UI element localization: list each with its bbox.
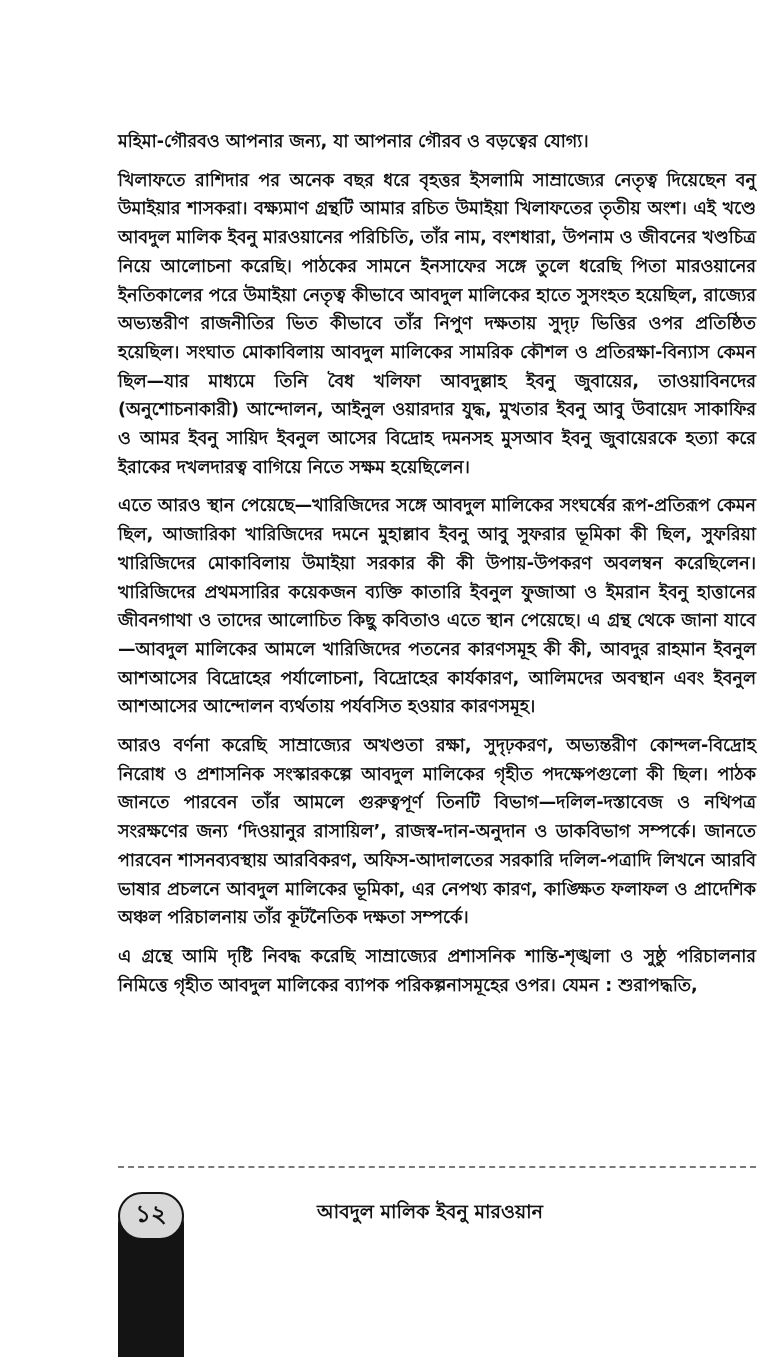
paragraph-5: এ গ্রন্থে আমি দৃষ্টি নিবদ্ধ করেছি সাম্রাজ্যের প্রশাসনিক শান্তি-শৃঙ্খলা ও সুষ্ঠু পরিচালনার নিমিত্তে গৃহীত আবদুল মালিকের ব্যাপক পরিকল্পনাসমূহের ওপর। যেমন : শুরাপদ্ধতি, xyxy=(118,946,756,996)
footer-divider xyxy=(118,1166,756,1168)
page-number: ১২ xyxy=(118,1192,184,1240)
paragraph-4: আরও বর্ণনা করেছি সাম্রাজ্যের অখণ্ডতা রক্ষা, সুদৃঢ়করণ, অভ্যন্তরীণ কোন্দল-বিদ্রোহ নিরোধ ও প্রশাসনিক সংস্কারকল্পে আবদুল মালিকের গৃহীত পদক্ষেপগুলো কী ছিল। পাঠক জানতে পারবেন তাঁর আমলে গুরুত্বপূর্ণ তিনটি বিভাগ—দলিল-দস্তাবেজ ও নথিপত্র সংরক্ষণের জন্য ‘দিওয়ানুর রাসায়িল’, রাজস্ব-দান-অনুদান ও ডাকবিভাগ সম্পর্কে। জানতে পারবেন শাসনব্যবস্থায় আরবিকরণ, অফিস-আদালতের সরকারি দলিল-পত্রাদি লিখনে আরবি ভাষার প্রচলনে আবদুল মালিকের ভূমিকা, এর নেপথ্য কারণ, কাঙ্ক্ষিত ফলাফল ও প্রাদেশিক অঞ্চল পরিচালনায় তাঁর কূটনৈতিক দক্ষতা সম্পর্কে। xyxy=(118,736,756,929)
paragraph-2: খিলাফতে রাশিদার পর অনেক বছর ধরে বৃহত্তর ইসলামি সাম্রাজ্যের নেতৃত্ব দিয়েছেন বনু উমাইয়ার শাসকরা। বক্ষ্যমাণ গ্রন্থটি আমার রচিত উমাইয়া খিলাফতের তৃতীয় অংশ। এই খণ্ডে আবদুল মালিক ইবনু মারওয়ানের পরিচিতি, তাঁর নাম, বংশধারা, উপনাম ও জীবনের খণ্ডচিত্র নিয়ে আলোচনা করেছি। পাঠকের সামনে ইনসাফের সঙ্গে তুলে ধরেছি পিতা মারওয়ানের ইনতিকালের পরে উমাইয়া নেতৃত্ব কীভাবে আবদুল মালিকের হাতে সুসংহত হয়েছিল, রাজ্যের অভ্যন্তরীণ রাজনীতির ভিত কীভাবে তাঁর নিপুণ দক্ষতায় সুদৃঢ় ভিত্তির ওপর প্রতিষ্ঠিত হয়েছিল। সংঘাত মোকাবিলায় আবদুল মালিকের সামরিক কৌশল ও প্রতিরক্ষা-বিন্যাস কেমন ছিল—যার মাধ্যমে তিনি বৈধ খলিফা আবদুল্লাহ ইবনু জুবায়ের, তাওয়াবিনদের (অনুশোচনাকারী) আন্দোলন, আইনুল ওয়ারদার যুদ্ধ, মুখতার ইবনু আবু উবায়েদ সাকাফির ও আমর ইবনু সায়িদ ইবনুল আসের বিদ্রোহ দমনসহ মুসআব ইবনু জুবায়েরকে হত্যা করে ইরাকের দখলদারত্ব বাগিয়ে নিতে সক্ষম হয়েছিলেন। xyxy=(118,170,756,478)
page-body xyxy=(118,128,756,1010)
paragraph-1: মহিমা-গৌরবও আপনার জন্য, যা আপনার গৌরব ও বড়ত্বের যোগ্য। xyxy=(118,132,589,152)
paragraph-3: এতে আরও স্থান পেয়েছে—খারিজিদের সঙ্গে আবদুল মালিকের সংঘর্ষের রূপ-প্রতিরূপ কেমন ছিল, আজারিকা খারিজিদের দমনে মুহাল্লাব ইবনু আবু সুফরার ভূমিকা কী ছিল, সুফরিয়া খারিজিদের মোকাবিলায় উমাইয়া সরকার কী কী উপায়-উপকরণ অবলম্বন করেছিলেন। খারিজিদের প্রথমসারির কয়েকজন ব্যক্তি কাতারি ইবনুল ফুজাআ ও ইমরান ইবনু হাত্তানের জীবনগাথা ও তাদের আলোচিত কিছু কবিতাও এতে স্থান পেয়েছে। এ গ্রন্থ থেকে জানা যাবে—আবদুল মালিকের আমলে খারিজিদের পতনের কারণসমূহ কী কী, আবদুর রাহমান ইবনুল আশআসের বিদ্রোহের পর্যালোচনা, বিদ্রোহের কার্যকারণ, আলিমদের অবস্থান এবং ইবনুল আশআসের আন্দোলন ব্যর্থতায় পর্যবসিত হওয়ার কারণসমূহ। xyxy=(118,496,756,718)
running-footer-title: আবদুল মালিক ইবনু মারওয়ান xyxy=(316,1201,543,1223)
